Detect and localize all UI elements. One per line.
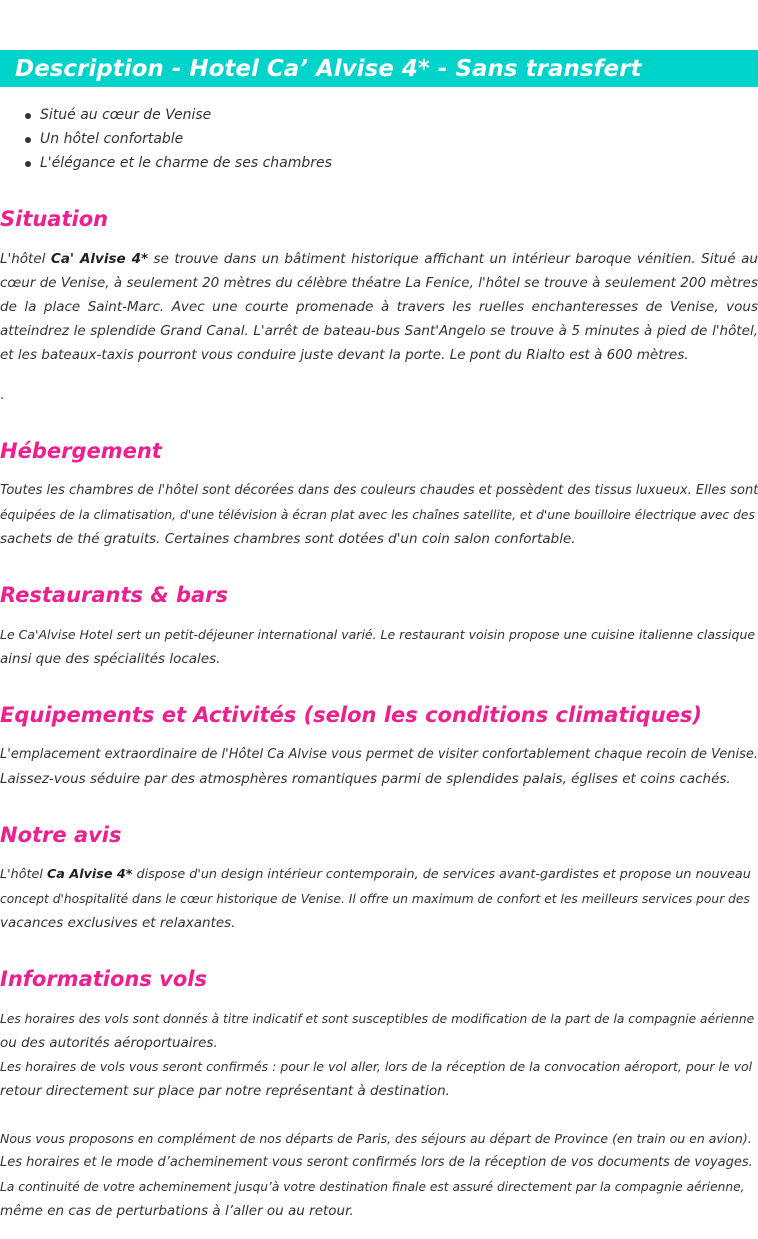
- vols-line: La continuité de votre acheminement jusqu’à votre destination finale est assuré directement par la compagnie aérienne,: [0, 1180, 745, 1194]
- equipements-paragraph: [0, 743, 758, 791]
- vols-line: Nous vous proposons en complément de nos départs de Paris, des séjours au départ de Province (en train ou en avion).: [0, 1131, 752, 1146]
- page-title: Description - Hotel Ca’ Alvise 4* - Sans transfert: [15, 56, 642, 82]
- bullet-icon: [25, 161, 31, 167]
- description-banner: [0, 50, 758, 87]
- equipements-line: L'emplacement extraordinaire de l'Hôtel Ca Alvise vous permet de visiter confortablement chaque recoin de Venise.: [0, 747, 758, 762]
- highlight-text: Un hôtel confortable: [40, 131, 184, 147]
- vols-line: Les horaires et le mode d’acheminement vous seront confirmés lors de la réception de vos documents de voyages.: [0, 1155, 753, 1170]
- vols-line: retour directement sur place par notre représentant à destination.: [0, 1083, 450, 1099]
- separator-dot: .: [0, 388, 5, 403]
- hebergement-line: sachets de thé gratuits. Certaines chambres sont dotées d'un coin salon confortable.: [0, 531, 576, 547]
- equipements-line: Laissez-vous séduire par des atmosphères romantiques parmi de splendides palais, églises et coins cachés.: [0, 771, 731, 787]
- section-title-situation: Situation: [0, 207, 109, 231]
- avis-line: vacances exclusives et relaxantes.: [0, 915, 236, 931]
- list-item: [0, 151, 332, 175]
- restaurants-line: Le Ca'Alvise Hotel sert un petit-déjeuner international varié. Le restaurant voisin propose une cuisine italienne classique: [0, 627, 756, 642]
- hebergement-line: Toutes les chambres de l'hôtel sont décorées dans des couleurs chaudes et possèdent des tissus luxueux. Elles sont: [0, 483, 758, 498]
- situation-paragraph: [0, 247, 758, 367]
- vols-paragraph: [0, 1007, 758, 1103]
- bullet-icon: [25, 137, 31, 143]
- vols-line: Les horaires de vols vous seront confirmés : pour le vol aller, lors de la réception de la convocation aéroport, pour le vol: [0, 1059, 753, 1074]
- highlight-text: Situé au cœur de Venise: [40, 107, 212, 123]
- avis-line-rest: dispose d'un design intérieur contemporain, de services avant-gardistes et propose un nouveau: [132, 867, 751, 882]
- list-item: [0, 103, 332, 127]
- situation-prefix: L'hôtel: [0, 251, 51, 267]
- avis-prefix: L'hôtel: [0, 867, 47, 882]
- section-title-vols: Informations vols: [0, 967, 207, 991]
- vols-line: Les horaires des vols sont donnés à titre indicatif et sont susceptibles de modification de la part de la compagnie aérienne: [0, 1012, 755, 1026]
- restaurants-line: ainsi que des spécialités locales.: [0, 651, 221, 667]
- situation-text: se trouve dans un bâtiment historique affichant un intérieur baroque vénitien. Situé au cœur de Venise, à seulement 20 mètres du célèbre théatre La Fenice, l'hôtel se trouve à seulement 200 mètres de la place Saint-Marc. Avec une courte promenade à travers les ruelles enchanteresses de Venise, vous atteindrez le splendide Grand Canal. L'arrêt de bateau-bus Sant'Angelo se trouve à 5 minutes à pied de l'hôtel, et les bateaux-taxis pourront vous conduire juste devant la porte. Le pont du Rialto est à 600 mètres.: [0, 251, 758, 363]
- hebergement-paragraph: [0, 479, 758, 551]
- section-title-restaurants: Restaurants & bars: [0, 583, 229, 607]
- section-title-equipements: Equipements et Activités (selon les conditions climatiques): [0, 703, 703, 727]
- section-title-hebergement: Hébergement: [0, 439, 162, 463]
- avis-line: concept d'hospitalité dans le cœur historique de Venise. Il offre un maximum de confort et les meilleurs services pour des: [0, 892, 750, 906]
- restaurants-paragraph: [0, 623, 758, 671]
- vols-line: même en cas de perturbations à l’aller ou au retour.: [0, 1203, 354, 1219]
- vols-paragraph-2: [0, 1127, 758, 1223]
- highlights-list: [0, 103, 332, 175]
- hebergement-line: équipées de la climatisation, d'une télévision à écran plat avec les chaînes satellite, et d'une bouilloire électrique avec des: [0, 508, 755, 522]
- situation-hotel-name: Ca' Alvise 4*: [50, 251, 149, 267]
- section-title-avis: Notre avis: [0, 823, 122, 847]
- list-item: [0, 127, 332, 151]
- highlight-text: L'élégance et le charme de ses chambres: [40, 155, 332, 171]
- avis-line: [0, 863, 758, 887]
- avis-hotel-name: Ca Alvise 4*: [46, 867, 133, 882]
- vols-line: ou des autorités aéroportuaires.: [0, 1035, 218, 1051]
- bullet-icon: [25, 113, 31, 119]
- avis-paragraph: [0, 863, 758, 935]
